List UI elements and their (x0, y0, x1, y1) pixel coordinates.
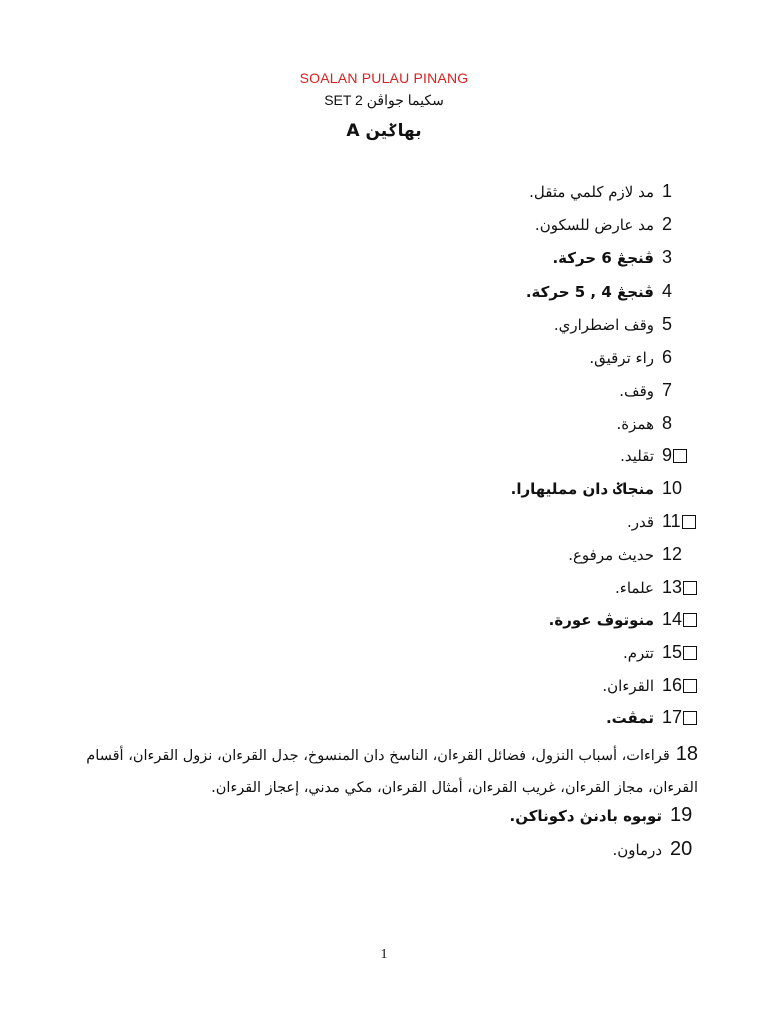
answer-item-17 (606, 707, 698, 728)
item-number-wrap (662, 478, 698, 499)
answer-item-1 (529, 181, 698, 202)
set-line: سكيما جواڤن SET 2 (324, 92, 444, 108)
item-number: 3 (662, 247, 673, 267)
answer-item-10 (511, 478, 698, 499)
answer-item-18 (58, 738, 698, 804)
item-number-wrap (662, 214, 698, 235)
answer-item-4 (526, 281, 698, 302)
answer-item-13 (615, 577, 698, 598)
item-number-wrap (662, 577, 698, 598)
item-number: 2 (662, 214, 673, 234)
item-number-wrap (662, 445, 698, 466)
answer-item-12 (568, 544, 698, 565)
checkbox-square-icon (683, 581, 697, 595)
item-number: 19 (670, 804, 693, 826)
answer-item-14 (549, 609, 698, 630)
item-text: وقف اضطراري. (553, 315, 654, 334)
item-number-wrap (662, 511, 698, 532)
answer-item-19 (510, 804, 698, 827)
answer-item-9 (620, 445, 698, 466)
item-text: قدر. (626, 512, 654, 531)
item-text: ڤنجڠ 4 , 5 حركة. (525, 282, 654, 301)
answer-item-15 (623, 642, 698, 663)
item-text: مد عارض للسكون. (534, 215, 654, 234)
item-number-wrap (662, 281, 698, 302)
item-number: 13 (662, 577, 683, 597)
item-number: 1 (662, 181, 673, 201)
answer-item-7 (619, 380, 698, 401)
item-text: توبوه بادنڽ دكوناكن. (509, 806, 662, 825)
item-text: درماون. (612, 840, 662, 859)
page-number: 1 (380, 947, 388, 962)
answer-item-3 (552, 247, 698, 268)
item-text: قراءات، أسباب النزول، فضائل القرءان، الناسخ دان المنسوخ، جدل القرءان، نزول القرءان، أقسام القرءان، مجاز القرءان، غريب القرءان، أمثال القرءان، مكي مدني، إعجاز القرءان. (86, 748, 698, 796)
item-number-wrap (662, 642, 698, 663)
item-number: 16 (662, 675, 683, 695)
item-number: 14 (662, 609, 683, 629)
item-number: 9 (662, 445, 673, 465)
checkbox-square-icon (682, 515, 696, 529)
item-text: ڤنجڠ 6 حركة. (552, 248, 654, 267)
item-text: مد لازم كلمي مثقل. (529, 182, 654, 201)
item-text: همزة. (616, 414, 654, 433)
checkbox-square-icon (683, 679, 697, 693)
part-heading: بهاݢين A (346, 121, 422, 141)
item-number-wrap (662, 544, 698, 565)
item-text: تمڤت. (605, 708, 654, 727)
item-text: علماء. (615, 578, 654, 597)
document-title: SOALAN PULAU PINANG (299, 70, 469, 86)
answer-item-5 (554, 314, 698, 335)
checkbox-square-icon (683, 613, 697, 627)
item-text: القرءان. (602, 676, 654, 695)
item-number: 12 (662, 544, 683, 564)
item-text: منوتوڤ عورة. (548, 610, 654, 629)
item-number: 5 (662, 314, 673, 334)
item-number-wrap (662, 347, 698, 368)
item-number-wrap (662, 609, 698, 630)
answer-item-6 (589, 347, 698, 368)
answer-item-20 (612, 838, 698, 861)
item-number-wrap (662, 413, 698, 434)
checkbox-square-icon (683, 646, 697, 660)
checkbox-square-icon (683, 711, 697, 725)
answer-item-2 (535, 214, 698, 235)
item-number-wrap (662, 380, 698, 401)
item-number-wrap (662, 314, 698, 335)
item-text: منجاݢ دان مملیهارا. (510, 479, 654, 498)
item-number: 11 (662, 511, 681, 531)
item-number: 18 (675, 743, 698, 765)
item-number: 7 (662, 380, 673, 400)
item-text: وقف. (619, 381, 654, 400)
item-number: 4 (662, 281, 673, 301)
answer-item-11 (627, 511, 698, 532)
item-text: تقليد. (620, 446, 654, 465)
item-number: 6 (662, 347, 673, 367)
item-text: حديث مرفوع. (568, 545, 654, 564)
item-number-wrap (662, 675, 698, 696)
item-number: 8 (662, 413, 673, 433)
item-number: 15 (662, 642, 683, 662)
item-text: راء ترقيق. (589, 348, 654, 367)
answer-item-8 (617, 413, 699, 434)
item-number: 10 (662, 478, 683, 498)
item-number-wrap (662, 247, 698, 268)
item-text: تترم. (622, 643, 654, 662)
checkbox-square-icon (673, 449, 687, 463)
item-number: 17 (662, 707, 683, 727)
item-number: 20 (670, 838, 693, 860)
item-number-wrap (662, 181, 698, 202)
answer-item-16 (602, 675, 698, 696)
item-number-wrap (662, 707, 698, 728)
